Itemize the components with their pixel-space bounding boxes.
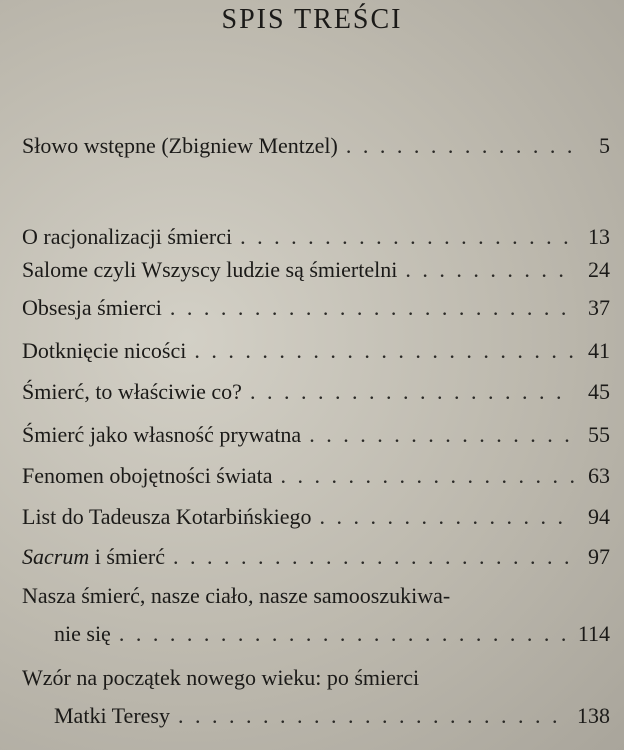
toc-entry-title: Słowo wstępne (Zbigniew Mentzel) bbox=[22, 133, 338, 158]
toc-entry-title: Fenomen obojętności świata bbox=[22, 463, 273, 488]
toc-entry-page: 97 bbox=[588, 544, 610, 569]
toc-entry-title: O racjonalizacji śmierci bbox=[22, 224, 233, 249]
leader-dots bbox=[309, 421, 574, 449]
leader-dots bbox=[281, 462, 574, 490]
toc-entry-multiline bbox=[22, 664, 610, 730]
toc-entry-page: 37 bbox=[588, 295, 610, 320]
toc-entry-page: 138 bbox=[577, 703, 610, 728]
toc-entry-page: 63 bbox=[588, 463, 610, 488]
toc-entry-foreword bbox=[22, 132, 610, 160]
toc-entry-title: Śmierć, to właściwie co? bbox=[22, 379, 242, 404]
leader-dots bbox=[119, 620, 570, 648]
leader-dots bbox=[170, 294, 574, 322]
toc-entry bbox=[22, 503, 610, 531]
toc-entry-title-line1: Nasza śmierć, nasze ciało, nasze samooszukiwa- bbox=[22, 583, 451, 608]
toc-entry-title-rest: i śmierć bbox=[89, 544, 165, 569]
toc-entry bbox=[22, 378, 610, 406]
toc-entry-page: 13 bbox=[588, 224, 610, 249]
toc-entry-title-line2: nie się bbox=[54, 621, 111, 646]
toc-entry bbox=[22, 294, 610, 322]
toc-entry-title: Salome czyli Wszyscy ludzie są śmiertelni bbox=[22, 257, 398, 282]
toc-entry-title-italic: Sacrum bbox=[22, 544, 90, 569]
toc-entry-sacrum bbox=[22, 543, 610, 571]
toc-entry-title bbox=[22, 543, 165, 571]
toc-entry-page: 55 bbox=[588, 422, 610, 447]
toc-entry-title: Śmierć jako własność prywatna bbox=[22, 422, 302, 447]
leader-dots bbox=[405, 256, 574, 284]
leader-dots bbox=[250, 378, 574, 406]
toc-entry bbox=[22, 462, 610, 490]
toc-entry bbox=[22, 256, 610, 284]
toc-entry bbox=[22, 337, 610, 365]
leader-dots bbox=[320, 503, 575, 531]
toc-entry bbox=[22, 421, 610, 449]
toc-entry-page: 5 bbox=[599, 133, 610, 158]
leader-dots bbox=[178, 702, 569, 730]
leader-dots bbox=[173, 543, 574, 571]
toc-entry-title: List do Tadeusza Kotarbińskiego bbox=[22, 504, 312, 529]
toc-entry-title-line2: Matki Teresy bbox=[54, 703, 170, 728]
toc-entry-page: 45 bbox=[588, 379, 610, 404]
leader-dots bbox=[346, 132, 574, 160]
toc-entry-title: Obsesja śmierci bbox=[22, 295, 162, 320]
toc-entry-title-line1: Wzór na początek nowego wieku: po śmierci bbox=[22, 665, 420, 690]
toc-entry-page: 94 bbox=[588, 504, 610, 529]
page-title: SPIS TREŚCI bbox=[221, 4, 403, 35]
toc-entry-page: 41 bbox=[588, 338, 610, 363]
leader-dots bbox=[194, 337, 574, 365]
toc-entry-page: 24 bbox=[588, 257, 610, 282]
toc-entry bbox=[22, 223, 610, 251]
toc-entry-title: Dotknięcie nicości bbox=[22, 338, 187, 363]
toc-entry-multiline bbox=[22, 582, 610, 648]
toc-entry-page: 114 bbox=[577, 621, 610, 646]
leader-dots bbox=[240, 223, 574, 251]
